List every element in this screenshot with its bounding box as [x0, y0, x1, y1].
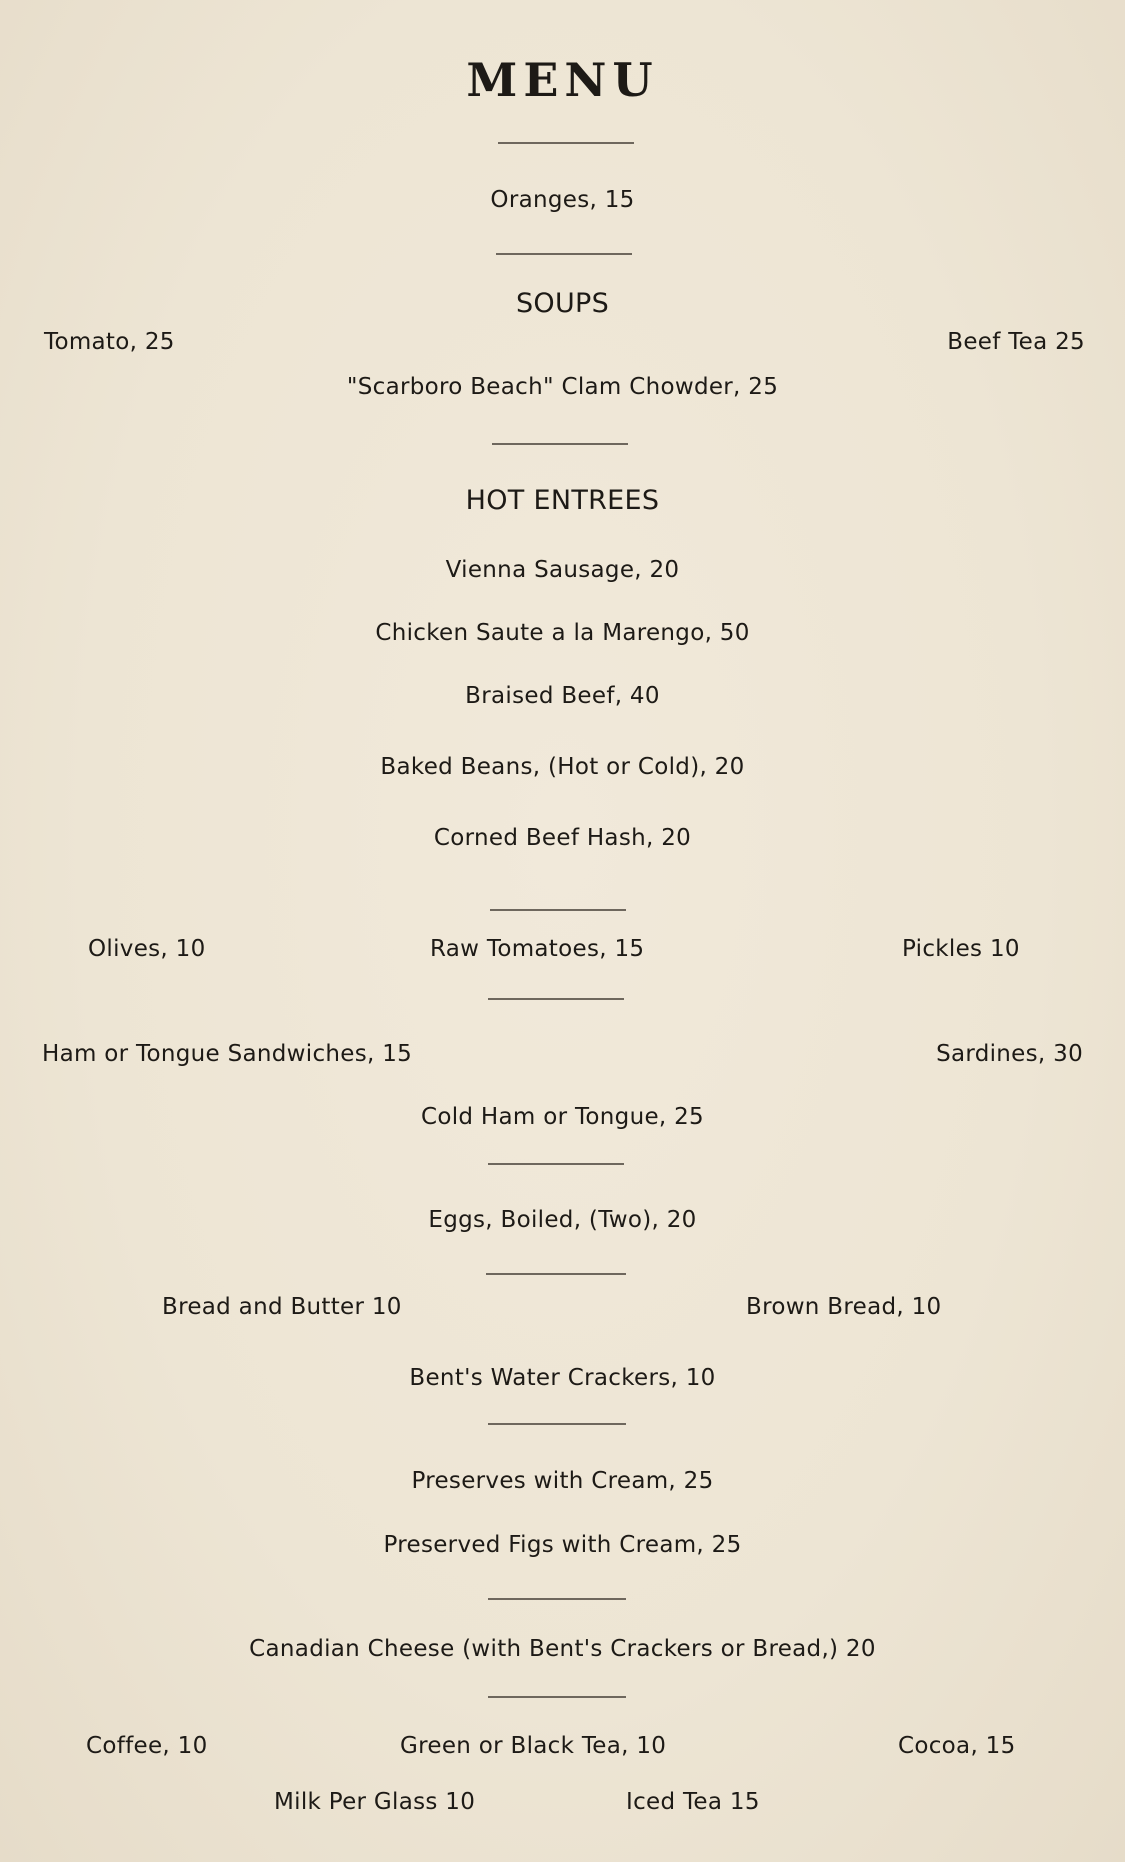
- divider: [488, 998, 624, 1000]
- divider: [488, 1696, 626, 1698]
- divider: [492, 443, 628, 445]
- menu-item-tea: Green or Black Tea, 10: [400, 1733, 667, 1759]
- menu-item-braised-beef: Braised Beef, 40: [465, 683, 660, 709]
- menu-item-chicken-saute: Chicken Saute a la Marengo, 50: [375, 620, 750, 646]
- menu-item-vienna-sausage: Vienna Sausage, 20: [445, 557, 680, 583]
- divider: [498, 142, 634, 144]
- menu-item-olives: Olives, 10: [88, 936, 206, 962]
- menu-item-boiled-eggs: Eggs, Boiled, (Two), 20: [428, 1207, 697, 1233]
- menu-item-corned-beef-hash: Corned Beef Hash, 20: [433, 825, 692, 851]
- menu-item-iced-tea: Iced Tea 15: [626, 1789, 760, 1815]
- menu-item-sandwiches: Ham or Tongue Sandwiches, 15: [42, 1041, 413, 1067]
- menu-item-tomato-soup: Tomato, 25: [44, 329, 175, 355]
- menu-item-bread-butter: Bread and Butter 10: [162, 1294, 402, 1320]
- menu-item-preserves: Preserves with Cream, 25: [411, 1468, 714, 1494]
- menu-item-milk: Milk Per Glass 10: [274, 1789, 476, 1815]
- menu-item-raw-tomatoes: Raw Tomatoes, 15: [430, 936, 645, 962]
- menu-item-coffee: Coffee, 10: [86, 1733, 208, 1759]
- menu-item-water-crackers: Bent's Water Crackers, 10: [409, 1365, 716, 1391]
- menu-item-cold-ham: Cold Ham or Tongue, 25: [421, 1104, 704, 1130]
- divider: [490, 909, 626, 911]
- divider: [486, 1273, 626, 1275]
- menu-item-sardines: Sardines, 30: [936, 1041, 1083, 1067]
- section-heading-soups: SOUPS: [515, 288, 610, 319]
- menu-item-oranges: Oranges, 15: [490, 187, 635, 213]
- menu-title: MENU: [466, 53, 659, 107]
- menu-item-brown-bread: Brown Bread, 10: [746, 1294, 942, 1320]
- menu-item-cocoa: Cocoa, 15: [898, 1733, 1016, 1759]
- menu-item-beef-tea: Beef Tea 25: [947, 329, 1085, 355]
- divider: [488, 1163, 624, 1165]
- divider: [488, 1598, 626, 1600]
- menu-item-baked-beans: Baked Beans, (Hot or Cold), 20: [380, 754, 745, 780]
- divider: [488, 1423, 626, 1425]
- menu-item-preserved-figs: Preserved Figs with Cream, 25: [383, 1532, 742, 1558]
- menu-item-pickles: Pickles 10: [902, 936, 1020, 962]
- section-heading-hot-entrees: HOT ENTREES: [465, 485, 660, 516]
- divider: [496, 253, 632, 255]
- menu-item-clam-chowder: "Scarboro Beach" Clam Chowder, 25: [346, 374, 779, 400]
- menu-item-canadian-cheese: Canadian Cheese (with Bent's Crackers or Bread,) 20: [249, 1636, 876, 1662]
